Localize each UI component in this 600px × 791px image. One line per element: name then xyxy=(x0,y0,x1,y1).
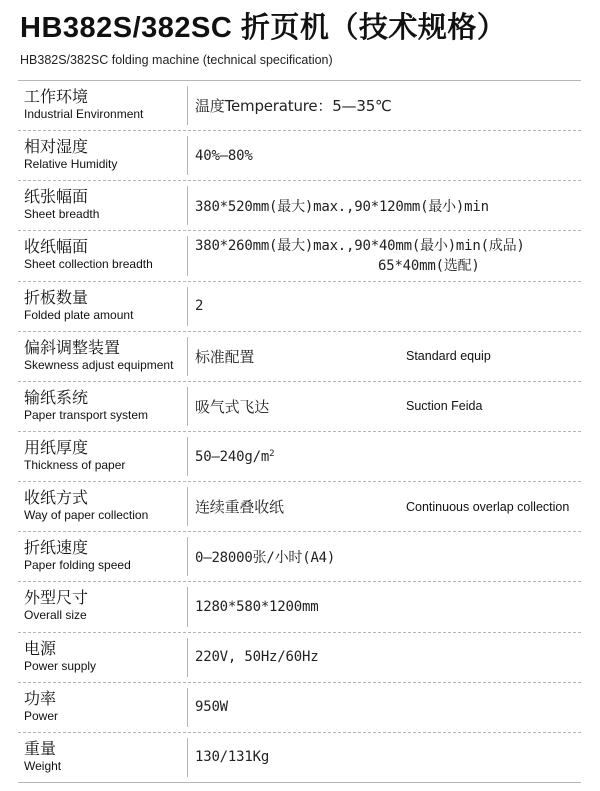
spec-value-en: Standard equip xyxy=(406,349,491,364)
spec-label xyxy=(18,683,187,732)
spec-value-superscript: 2 xyxy=(269,448,275,459)
page-header xyxy=(20,0,590,80)
spec-value xyxy=(188,181,581,230)
spec-value xyxy=(188,532,581,581)
spec-label xyxy=(18,282,187,331)
spec-value-text: 标准配置 xyxy=(195,347,255,366)
spec-label-en: Power xyxy=(24,708,59,723)
spec-label-zh: 输纸系统 xyxy=(24,387,89,407)
spec-label xyxy=(18,582,187,631)
spec-label-zh: 电源 xyxy=(24,638,57,658)
spec-value xyxy=(188,332,581,381)
spec-value-text: 130/131Kg xyxy=(195,749,270,766)
spec-label-en: Skewness adjust equipment xyxy=(24,357,174,372)
spec-label-en: Thickness of paper xyxy=(24,457,126,472)
spec-row-folding-speed xyxy=(18,532,581,582)
spec-label-en: Relative Humidity xyxy=(24,157,118,172)
spec-label xyxy=(18,231,187,280)
spec-row-power xyxy=(18,683,581,733)
spec-row-folded-plates xyxy=(18,282,581,332)
spec-label xyxy=(18,332,187,381)
spec-label xyxy=(18,81,187,130)
spec-value xyxy=(188,81,581,130)
spec-value xyxy=(188,633,581,682)
spec-label-zh: 重量 xyxy=(24,738,57,758)
spec-label-en: Weight xyxy=(24,758,62,773)
spec-value-text: 1280*580*1200mm xyxy=(195,598,319,615)
spec-label-zh: 收纸幅面 xyxy=(24,237,89,257)
spec-value-text: 40%—80% xyxy=(195,147,253,164)
spec-label xyxy=(18,432,187,481)
spec-row-overall-size xyxy=(18,582,581,632)
spec-value-text: 0—28000张/小时(A4) xyxy=(195,549,336,566)
spec-label-zh: 相对湿度 xyxy=(24,137,89,157)
spec-row-paper-thickness xyxy=(18,432,581,482)
spec-row-humidity xyxy=(18,131,581,181)
page-title: HB382S/382SC 折页机（技术规格） xyxy=(20,12,507,44)
spec-label-en: Sheet collection breadth xyxy=(24,257,153,272)
spec-value xyxy=(188,382,581,431)
spec-label-en: Power supply xyxy=(24,658,97,673)
spec-value-text: 950W xyxy=(195,699,228,716)
spec-value-en: Suction Feida xyxy=(406,399,483,414)
spec-value-text: 吸气式飞达 xyxy=(195,397,270,416)
spec-label-zh: 纸张幅面 xyxy=(24,187,89,207)
spec-value xyxy=(188,733,581,782)
spec-value-text: 380*520mm(最大)max.,90*120mm(最小)min xyxy=(195,198,489,215)
spec-label xyxy=(18,733,187,782)
spec-row-weight xyxy=(18,733,581,782)
spec-value xyxy=(188,482,581,531)
spec-label xyxy=(18,532,187,581)
page-subtitle: HB382S/382SC folding machine (technical specification) xyxy=(20,53,333,67)
spec-value-line2: 65*40mm(选配) xyxy=(378,257,480,274)
spec-value-text: 220V, 50Hz/60Hz xyxy=(195,649,319,666)
spec-table xyxy=(18,80,581,783)
spec-value-line1: 380*260mm(最大)max.,90*40mm(最小)min(成品) xyxy=(195,237,525,254)
spec-row-collection-method xyxy=(18,482,581,532)
spec-label-en: Paper transport system xyxy=(24,407,149,422)
spec-label xyxy=(18,131,187,180)
spec-value-text xyxy=(195,449,274,465)
spec-row-collection-breadth xyxy=(18,231,581,281)
spec-value-main: 50—240g/m xyxy=(195,448,270,465)
spec-label-zh: 用纸厚度 xyxy=(24,437,89,457)
spec-value-text: 温度Temperature：5—35℃ xyxy=(195,97,392,116)
spec-label-zh: 折板数量 xyxy=(24,287,89,307)
spec-label-en: Overall size xyxy=(24,608,87,623)
spec-label-en: Folded plate amount xyxy=(24,307,134,322)
spec-label xyxy=(18,482,187,531)
spec-value xyxy=(188,231,581,280)
spec-value xyxy=(188,282,581,331)
spec-label xyxy=(18,633,187,682)
spec-row-skewness xyxy=(18,332,581,382)
spec-value-en: Continuous overlap collection xyxy=(406,499,570,514)
spec-label-zh: 工作环境 xyxy=(24,87,89,106)
spec-value xyxy=(188,432,581,481)
spec-label xyxy=(18,382,187,431)
spec-value xyxy=(188,683,581,732)
spec-label-en: Paper folding speed xyxy=(24,558,131,573)
spec-label-zh: 偏斜调整装置 xyxy=(24,337,121,357)
spec-label xyxy=(18,181,187,230)
spec-value-text: 2 xyxy=(195,298,204,315)
spec-label-zh: 折纸速度 xyxy=(24,538,89,558)
spec-row-power-supply xyxy=(18,633,581,683)
spec-label-en: Sheet breadth xyxy=(24,207,100,222)
spec-row-environment xyxy=(18,81,581,131)
spec-label-zh: 功率 xyxy=(24,688,57,708)
spec-row-sheet-breadth xyxy=(18,181,581,231)
spec-value xyxy=(188,131,581,180)
spec-label-zh: 收纸方式 xyxy=(24,488,89,508)
spec-label-en: Industrial Environment xyxy=(24,107,144,121)
spec-label-en: Way of paper collection xyxy=(24,508,149,523)
spec-value xyxy=(188,582,581,631)
spec-row-transport xyxy=(18,382,581,432)
spec-label-zh: 外型尺寸 xyxy=(24,588,89,608)
spec-value-text: 连续重叠收纸 xyxy=(195,498,284,517)
